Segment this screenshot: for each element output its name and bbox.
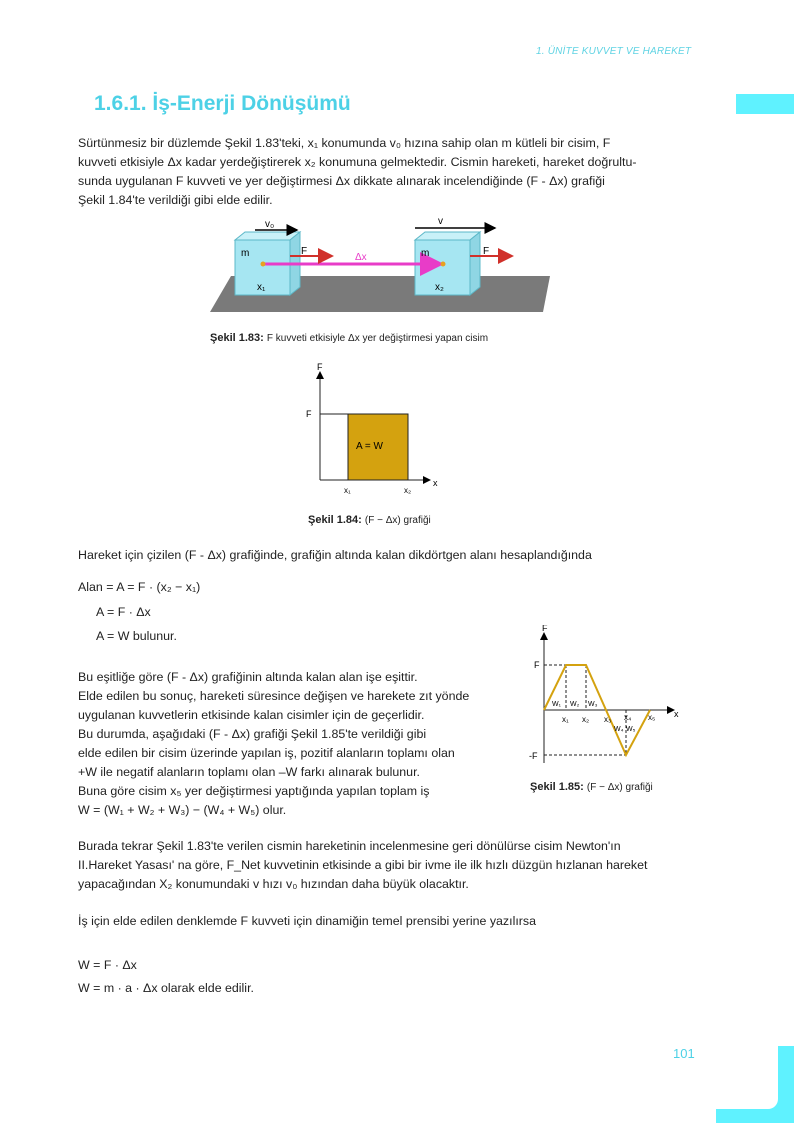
x-axis-label: x bbox=[674, 709, 679, 719]
intro-line-2: kuvveti etkisiyle Δx kadar yerdeğiştirerek x₂ konumuna gelmektedir. Cismin hareketi, hareket doğrultu- bbox=[78, 155, 637, 169]
equation-1: Alan = A = F · (x₂ − x₁) bbox=[78, 580, 201, 594]
F-pos-label: F bbox=[534, 660, 540, 670]
dx-label: Δx bbox=[355, 252, 367, 263]
v-label: v bbox=[438, 216, 443, 227]
para3-line-5: elde edilen bir cisim üzerinde yapılan iş, pozitif alanların toplamı olan bbox=[78, 746, 455, 760]
para3-line-2: Elde edilen bu sonuç, hareketi süresince değişen ve harekete zıt yönde bbox=[78, 689, 470, 703]
F-neg-label: -F bbox=[529, 751, 538, 761]
figure-1-83-caption bbox=[210, 332, 488, 344]
x2-label: x₂ bbox=[435, 282, 444, 293]
x3-tick-label: x₃ bbox=[604, 715, 612, 724]
page-corner-decoration bbox=[716, 1046, 794, 1123]
F-tick-label: F bbox=[306, 409, 312, 419]
mass-label-2: m bbox=[421, 248, 430, 259]
caption-number: Şekil 1.84: bbox=[308, 514, 362, 526]
x4-tick-label: x₄ bbox=[624, 713, 632, 722]
figure-1-83 bbox=[205, 210, 555, 320]
intro-line-1: Sürtünmesiz bir düzlemde Şekil 1.83'teki, x₁ konumunda v₀ hızına sahip olan m kütleli bir cisim, F bbox=[78, 136, 611, 150]
equation-3: A = W bulunur. bbox=[96, 629, 177, 643]
equation-2: A = F · Δx bbox=[96, 605, 151, 619]
mass-label-1: m bbox=[241, 248, 250, 259]
figure-1-84 bbox=[300, 360, 450, 500]
para3-line-3: uygulanan kuvvetlerin etkisinde kalan cisimler için de geçerlidir. bbox=[78, 708, 425, 722]
w1-label: W₁ bbox=[552, 701, 561, 708]
v0-label: v₀ bbox=[265, 219, 275, 230]
w4-label: W₄ bbox=[614, 726, 624, 733]
unit-header: 1. ÜNİTE KUVVET VE HAREKET bbox=[536, 46, 692, 57]
x1-tick-label: x₁ bbox=[344, 486, 351, 495]
caption-number: Şekil 1.83: bbox=[210, 332, 264, 344]
intro-line-4: Şekil 1.84'te verildiği gibi elde edilir. bbox=[78, 193, 273, 207]
para3-line-4: Bu durumda, aşağıdaki (F - Δx) grafiği Şekil 1.85'te verildiği gibi bbox=[78, 727, 427, 741]
w5-label: W₅ bbox=[626, 726, 636, 733]
x2-tick-label: x₂ bbox=[404, 486, 412, 495]
para3-line-6: +W ile negatif alanların toplamı olan –W farkı alınarak bulunur. bbox=[78, 765, 420, 779]
figure-1-85 bbox=[522, 625, 692, 775]
page-number: 101 bbox=[673, 1046, 695, 1061]
force-label-2: F bbox=[483, 246, 490, 257]
figure-1-84-caption bbox=[308, 514, 431, 526]
caption-text: F kuvveti etkisiyle Δx yer değiştirmesi yapan cisim bbox=[266, 333, 489, 344]
para4-line-3: yapacağından X₂ konumundaki v hızı v₀ hızından daha büyük olacaktır. bbox=[78, 877, 469, 891]
x5-tick-label: x₅ bbox=[648, 713, 656, 722]
x1-label: x₁ bbox=[257, 282, 266, 293]
paragraph-area: Hareket için çizilen (F - Δx) grafiğinde, grafiğin altında kalan dikdörtgen alanı hesaplandığında bbox=[78, 548, 592, 562]
para4-line-2: II.Hareket Yasası' na göre, F_Net kuvvetinin etkisinde a gibi bir ivme ile ilk hızlı düzgün hızlanan hareket bbox=[78, 858, 648, 872]
area-label: A = W bbox=[356, 441, 383, 452]
para3-line-1: Bu eşitliğe göre (F - Δx) grafiğinin altında kalan alan işe eşittir. bbox=[78, 670, 418, 684]
para3-line-8: W = (W₁ + W₂ + W₃) − (W₄ + W₅) olur. bbox=[78, 803, 287, 817]
caption-number: Şekil 1.85: bbox=[530, 781, 584, 793]
figure-1-85-caption bbox=[530, 781, 653, 793]
intro-line-3: sunda uygulanan F kuvveti ve yer değiştirmesi Δx dikkate alınarak incelendiğinde (F - Δx) grafiği bbox=[78, 174, 605, 188]
x-axis-label: x bbox=[433, 478, 438, 488]
equation-4: W = F · Δx bbox=[78, 958, 137, 972]
force-label-1: F bbox=[301, 246, 308, 257]
w3-label: W₃ bbox=[588, 701, 598, 708]
paragraph-principle: İş için elde edilen denklemde F kuvveti için dinamiğin temel prensibi yerine yazılırsa bbox=[78, 914, 536, 928]
caption-text: (F − Δx) grafiği bbox=[364, 515, 431, 526]
section-tab-marker bbox=[736, 94, 794, 114]
section-title: 1.6.1. İş-Enerji Dönüşümü bbox=[94, 92, 351, 115]
y-axis-label: F bbox=[317, 362, 323, 372]
para4-line-1: Burada tekrar Şekil 1.83'te verilen cismin hareketinin incelenmesine geri dönülürse cisim Newton'ın bbox=[78, 839, 621, 853]
para3-line-7: Buna göre cisim x₅ yer değiştirmesi yaptığında yapılan toplam iş bbox=[78, 784, 430, 798]
caption-text: (F − Δx) grafiği bbox=[586, 782, 653, 793]
y-axis-label: F bbox=[542, 625, 548, 633]
equation-5: W = m · a · Δx olarak elde edilir. bbox=[78, 981, 254, 995]
w2-label: W₂ bbox=[570, 701, 580, 708]
x2-tick-label: x₂ bbox=[582, 715, 590, 724]
x1-tick-label: x₁ bbox=[562, 715, 569, 724]
